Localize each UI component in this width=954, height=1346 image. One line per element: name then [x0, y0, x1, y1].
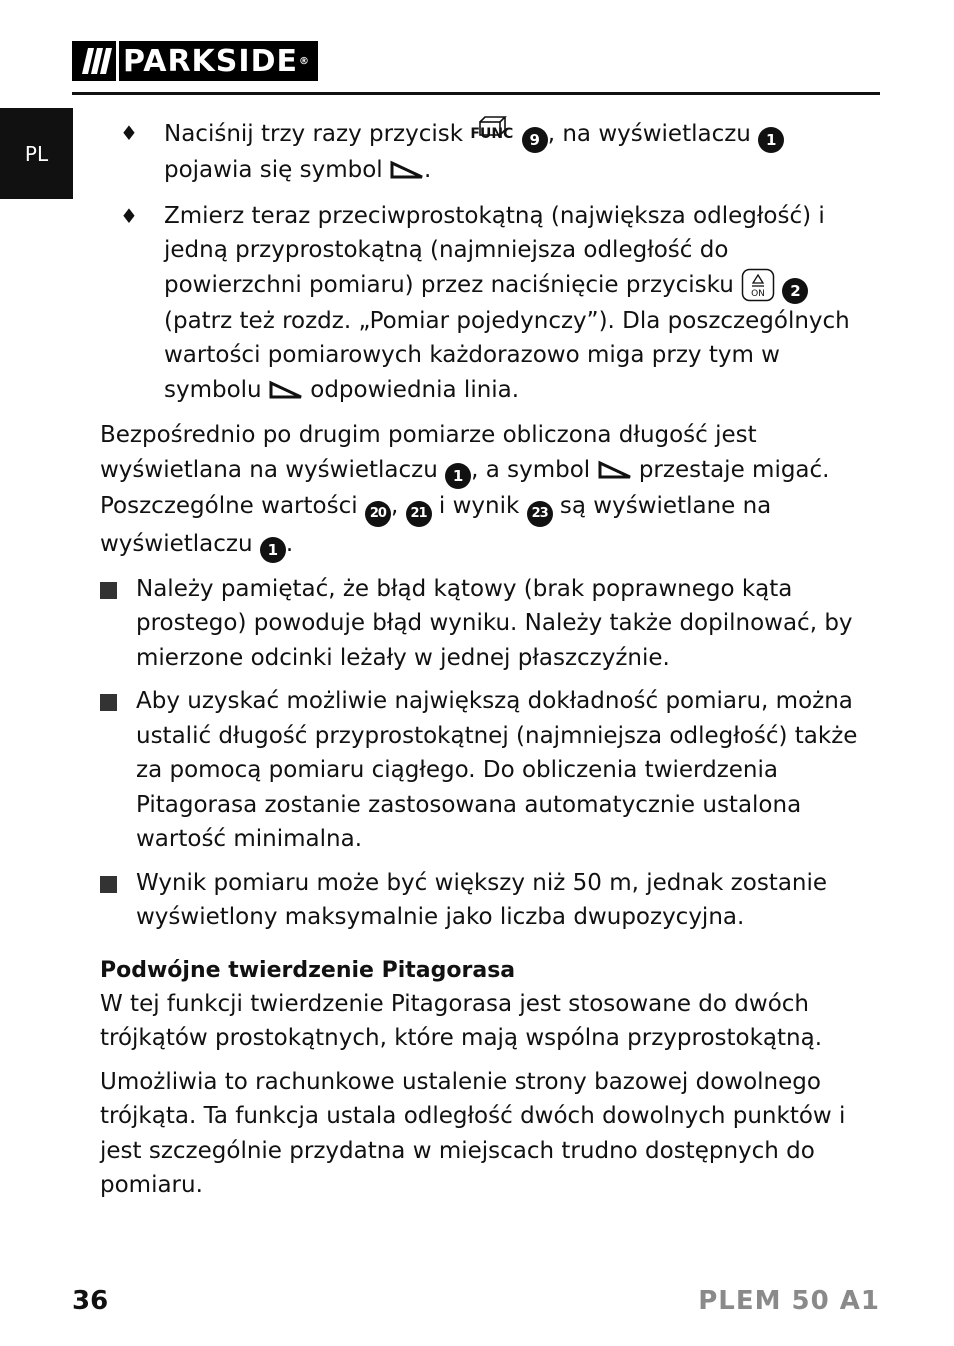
pythagoras-symbol-icon: [390, 160, 424, 180]
logo-slashes-icon: [72, 41, 116, 81]
note-item: Należy pamiętać, że błąd kątowy (brak poprawnego kąta prostego) powoduje błąd wyniku. Należy także dopilnować, by mierzone odcinki leżały w jednej płaszczyźnie.: [100, 572, 860, 676]
ref-badge-9: 9: [522, 127, 548, 153]
section-heading: Podwójne twierdzenie Pitagorasa: [100, 957, 516, 983]
ref-badge-1: 1: [758, 127, 784, 153]
ref-badge-2: 2: [782, 278, 808, 304]
ref-badge-23: 23: [527, 501, 553, 527]
step-item: ♦ Naciśnij trzy razy przycisk FUNC 9 , na wyświetlaczu 1 pojawia się symbol .: [100, 116, 860, 188]
ref-badge-1: 1: [260, 537, 286, 563]
ref-badge-1: 1: [445, 463, 471, 489]
square-bullet-icon: [100, 582, 117, 599]
note-item: Aby uzyskać możliwie największą dokładność pomiaru, można ustalić długość przyprostokątnej (najmniejsza odległość) także za pomocą pomiaru ciągłego. Do obliczenia twierdzenia Pitagorasa zostanie zastosowana automatycznie ustalona wartość minimalna.: [100, 684, 860, 857]
square-bullet-icon: [100, 876, 117, 893]
diamond-bullet-icon: ♦: [120, 203, 138, 228]
result-paragraph: Bezpośrednio po drugim pomiarze obliczona długość jest wyświetlana na wyświetlaczu 1 , a symbol przestaje migać. Poszczególne wartości 20 , 21 i wynik 23 są wyświetlane na wyświetlaczu 1 .: [100, 418, 860, 563]
pythagoras-symbol-icon: [598, 460, 632, 480]
func-button-icon: FUNC: [470, 116, 514, 150]
section-paragraph: Umożliwia to rachunkowe ustalenie strony bazowej dowolnego trójkąta. Ta funkcja ustala odległość dwóch dowolnych punktów i jest szczególnie przydatna w miejscach trudno dostępnych do pomiaru.: [100, 1068, 846, 1198]
diamond-bullet-icon: ♦: [120, 121, 138, 145]
page-number: 36: [72, 1286, 109, 1316]
step-item: ♦ Zmierz teraz przeciwprostokątną (największa odległość) i jedną przyprostokątną (najmniejsza odległość do powierzchni pomiaru) przez naciśnięcie przycisku ON 2 (patrz też rozdz. „Pomiar pojedynczy”). Dla poszczególnych wartości pomiarowych każdorazowo miga przy tym w symbolu odpowiednia linia.: [100, 199, 860, 408]
section-paragraph: W tej funkcji twierdzenie Pitagorasa jest stosowane do dwóch trójkątów prostokątnych, które mają wspólna przyprostokątną.: [100, 990, 823, 1051]
header-rule: [72, 92, 880, 95]
ref-badge-21: 21: [406, 501, 432, 527]
note-item: Wynik pomiaru może być większy niż 50 m, jednak zostanie wyświetlony maksymalnie jako liczba dwupozycyjna.: [100, 866, 860, 935]
brand-logo: [72, 41, 318, 81]
pythagoras-symbol-icon: [269, 380, 303, 400]
page-content: [100, 116, 860, 1212]
svg-text:ON: ON: [751, 288, 766, 299]
on-button-icon: [741, 268, 775, 302]
ref-badge-20: 20: [365, 501, 391, 527]
model-name: PLEM 50 A1: [698, 1286, 880, 1316]
brand-name: PARKSIDE ®: [116, 41, 318, 81]
language-tab: PL: [0, 108, 73, 199]
square-bullet-icon: [100, 694, 117, 711]
